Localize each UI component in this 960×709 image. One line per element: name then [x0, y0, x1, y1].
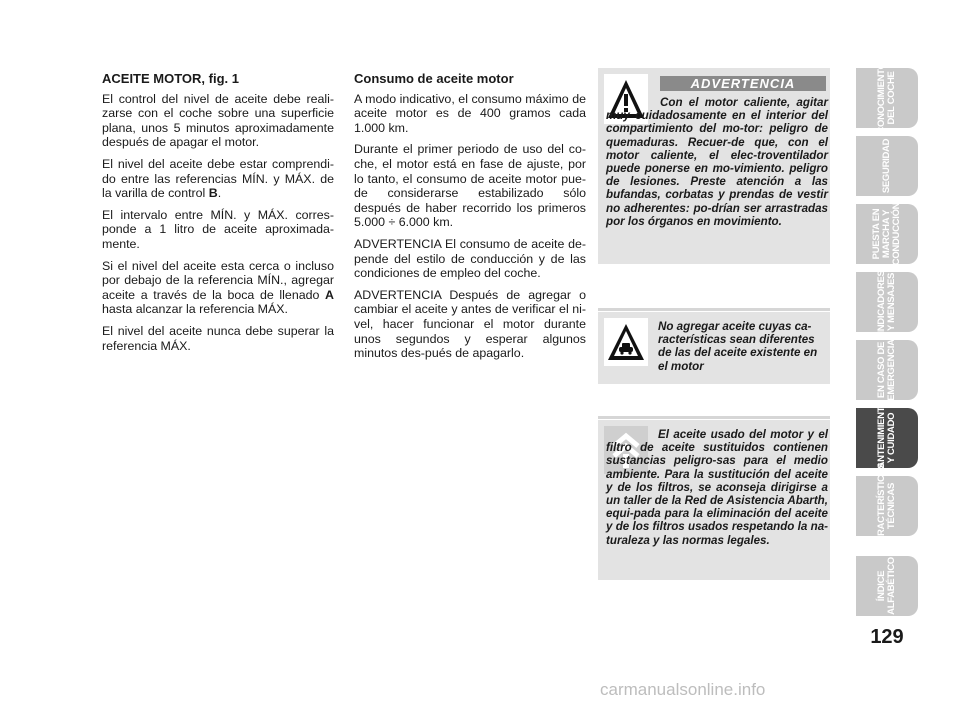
environment-note-box: [598, 420, 830, 580]
paragraph: El nivel del aceite debe estar comprendi-do entre las referencias MÍN. y MÁX. de la varilla de control B.: [102, 156, 334, 201]
oil-note-box: [598, 312, 830, 384]
environment-note-text: El aceite usado del motor y el filtro de aceite sustituidos contienen sustancias peligro-sas para el medio ambiente. Para la sustitución del aceite y de los filtros, se aconseja dirigirse a un taller de la Red de Asistencia Abarth, equi-pada para la eliminación del aceite y de los filtros usados respetando la na-turaleza y las normas legales.: [606, 428, 828, 547]
paragraph: El intervalo entre MÍN. y MÁX. corres-ponde a 1 litro de aceite aproximada-mente.: [102, 207, 334, 251]
car-warning-icon: [604, 318, 648, 366]
divider: [598, 416, 830, 419]
section-heading-oil-consumption: Consumo de aceite motor: [354, 71, 514, 86]
tab-puesta-en-marcha[interactable]: PUESTA EN MARCHA Y CONDUCCIÓN: [856, 204, 918, 264]
column-oil-consumption: [354, 72, 586, 368]
warning-box: [598, 68, 830, 264]
tab-indicadores-y-mensajes[interactable]: INDICADORES Y MENSAJES: [856, 272, 918, 332]
paragraph: ADVERTENCIA Después de agregar o cambiar el aceite y antes de verificar el ni-vel, hacer funcionar el motor durante unos segundos y esperar algunos minutos des-pués de apagarlo.: [354, 287, 586, 361]
page-number: 129: [870, 626, 904, 648]
paragraph: ADVERTENCIA El consumo de aceite de-pende del estilo de conducción y de las condiciones de empleo del coche.: [354, 236, 586, 281]
tab-en-caso-de-emergencia[interactable]: EN CASO DE EMERGENCIA: [856, 340, 918, 400]
tab-seguridad[interactable]: SEGURIDAD: [856, 136, 918, 196]
paragraph: El control del nivel de aceite debe reali-zarse con el coche sobre una superficie plana, unos 5 minutos aproximadamente después de apagar el motor.: [102, 91, 334, 150]
column-engine-oil: [102, 72, 334, 360]
paragraph: El nivel del aceite nunca debe superar la referencia MÁX.: [102, 323, 334, 353]
tab-caracteristicas-tecnicas[interactable]: CARACTERÍSTICAS TÉCNICAS: [856, 476, 918, 536]
warning-banner: ADVERTENCIA: [660, 76, 826, 91]
tab-indice-alfabetico[interactable]: ÍNDICE ALFABÉTICO: [856, 556, 918, 616]
paragraph: Durante el primer periodo de uso del co-che, el motor está en fase de ajuste, por lo tanto, el consumo de aceite motor pue-de considerarse estabilizado sólo después de haber recorrido los primeros 5.000 ÷ 6.000 km.: [354, 142, 586, 230]
paragraph: Si el nivel del aceite esta cerca o incluso por debajo de la referencia MÍN., agregar aceite a través de la boca de llenado A hasta alcanzar la referencia MÁX.: [102, 258, 334, 317]
warning-text: Con el motor caliente, agitar muy cuidadosamente en el interior del compartimiento del mo-tor: peligro de quemaduras. Recuer-de que, con el motor caliente, el elec-troventilador puede ponerse en mo-vimiento. peligro de lesiones. Preste atención a las bufandas, corbatas y prendas de vestir no adherentes: po-drían ser arrastradas por los órganos en movimiento.: [606, 96, 828, 228]
section-heading-engine-oil: ACEITE MOTOR, fig. 1: [102, 71, 239, 86]
paragraph: A modo indicativo, el consumo máximo de aceite motor es de 400 gramos cada 1.000 km.: [354, 91, 586, 135]
oil-note-text: No agregar aceite cuyas ca-racterísticas sean diferentes de las del aceite existente en el motor: [658, 320, 818, 373]
tab-mantenimiento-y-cuidado[interactable]: MANTENIMIENTO Y CUIDADO: [856, 408, 918, 468]
divider: [598, 308, 830, 311]
watermark: carmanualsonline.info: [600, 680, 766, 699]
tab-conocimiento-del-coche[interactable]: CONOCIMIENTO DEL COCHE: [856, 68, 918, 128]
